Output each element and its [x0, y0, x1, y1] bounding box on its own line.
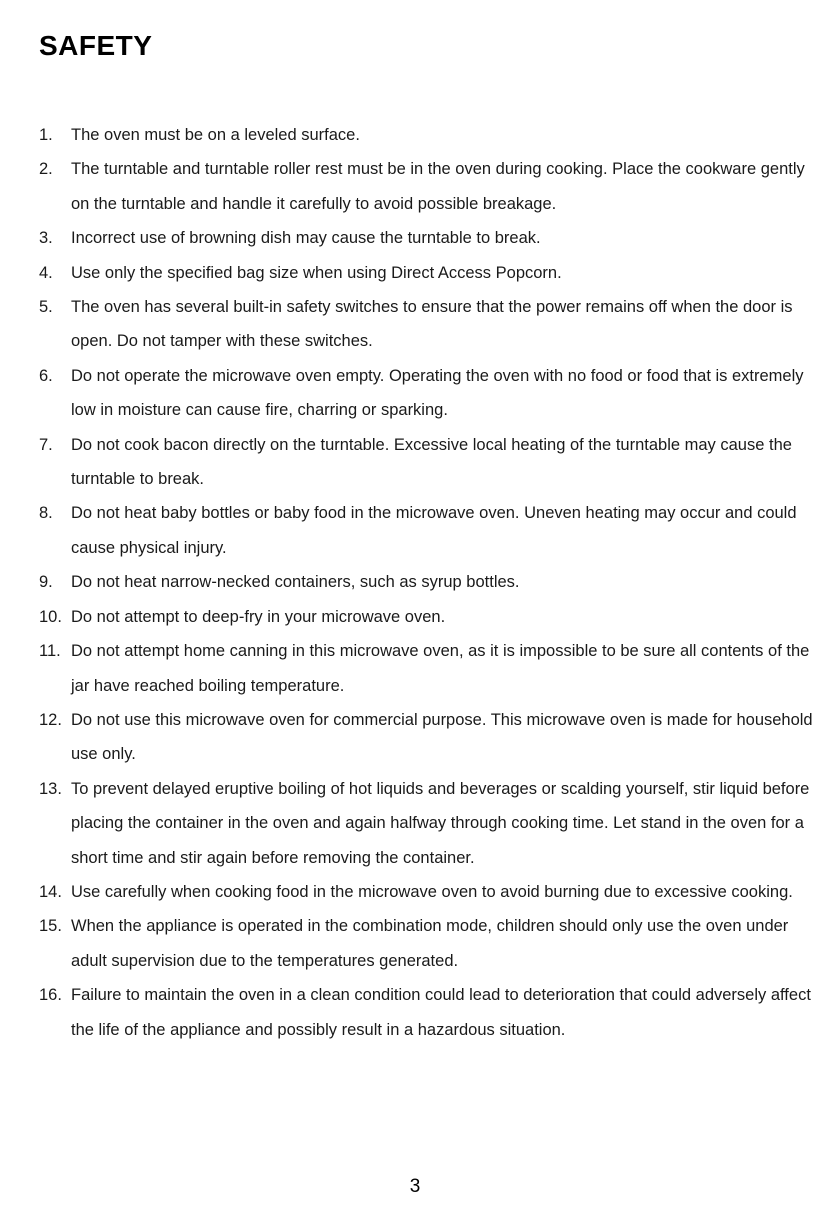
item-number: 14.	[39, 882, 62, 901]
item-number: 6.	[39, 366, 53, 385]
item-number: 5.	[39, 298, 53, 317]
list-item-10	[39, 600, 819, 634]
item-number: 7.	[39, 435, 53, 454]
item-number: 10.	[39, 607, 62, 626]
list-item-3	[39, 221, 819, 255]
item-number: 9.	[39, 573, 53, 592]
list-item-4	[39, 256, 819, 290]
item-text: Use carefully when cooking food in the microwave oven to avoid burning due to excessive cooking.	[71, 882, 793, 901]
item-text: Do not heat baby bottles or baby food in the microwave oven. Uneven heating may occur and could cause physical injury.	[71, 504, 797, 557]
item-text: Do not attempt to deep-fry in your microwave oven.	[71, 607, 446, 626]
item-text: Do not operate the microwave oven empty. Operating the oven with no food or food that is extremely low in moisture can cause fire, charring or sparking.	[71, 366, 804, 420]
item-text: The turntable and turntable roller rest must be in the oven during cooking. Place the cookware gently on the turntable and handle it carefully to avoid possible breakage.	[71, 160, 805, 213]
item-text: Use only the specified bag size when using Direct Access Popcorn.	[71, 263, 562, 282]
item-number: 8.	[39, 504, 53, 523]
item-text: The oven must be on a leveled surface.	[71, 126, 360, 144]
list-item-16	[39, 978, 819, 1047]
item-text: Do not attempt home canning in this microwave oven, as it is impossible to be sure all contents of the jar have reached boiling temperature.	[71, 642, 810, 695]
list-item-6	[39, 359, 819, 428]
list-item-14	[39, 875, 819, 909]
item-number: 12.	[39, 710, 62, 729]
list-item-12	[39, 703, 819, 772]
list-item-13	[39, 772, 819, 875]
item-number: 13.	[39, 779, 62, 798]
item-number: 16.	[39, 986, 62, 1005]
item-number: 1.	[39, 126, 53, 144]
item-text: When the appliance is operated in the combination mode, children should only use the oven under adult supervision due to the temperatures generated.	[71, 917, 789, 970]
item-number: 15.	[39, 917, 62, 936]
item-text: To prevent delayed eruptive boiling of hot liquids and beverages or scalding yourself, stir liquid before placing the container in the oven and again halfway through cooking time. Let stand in the oven for a short time and stir again before removing the container.	[71, 779, 810, 867]
item-text: Do not cook bacon directly on the turntable. Excessive local heating of the turntable may cause the turntable to break.	[71, 435, 792, 489]
safety-list	[39, 118, 819, 1047]
list-item-1	[39, 118, 819, 152]
list-item-11	[39, 634, 819, 703]
item-number: 4.	[39, 263, 53, 282]
page-number: 3	[409, 1176, 421, 1197]
item-number: 3.	[39, 229, 53, 248]
item-text: Do not heat narrow-necked containers, such as syrup bottles.	[71, 573, 520, 592]
item-number: 11.	[39, 642, 61, 661]
list-item-9	[39, 565, 819, 599]
page-title: SAFETY	[39, 30, 153, 61]
list-item-5	[39, 290, 819, 359]
list-item-7	[39, 428, 819, 497]
item-number: 2.	[39, 160, 53, 179]
list-item-15	[39, 909, 819, 978]
list-item-8	[39, 496, 819, 565]
item-text: Incorrect use of browning dish may cause the turntable to break.	[71, 229, 541, 248]
item-text: The oven has several built-in safety switches to ensure that the power remains off when the door is open. Do not tamper with these switches.	[71, 298, 793, 351]
list-item-2	[39, 152, 819, 221]
item-text: Failure to maintain the oven in a clean condition could lead to deterioration that could adversely affect the life of the appliance and possibly result in a hazardous situation.	[71, 986, 811, 1039]
item-text: Do not use this microwave oven for commercial purpose. This microwave oven is made for household use only.	[71, 710, 813, 764]
